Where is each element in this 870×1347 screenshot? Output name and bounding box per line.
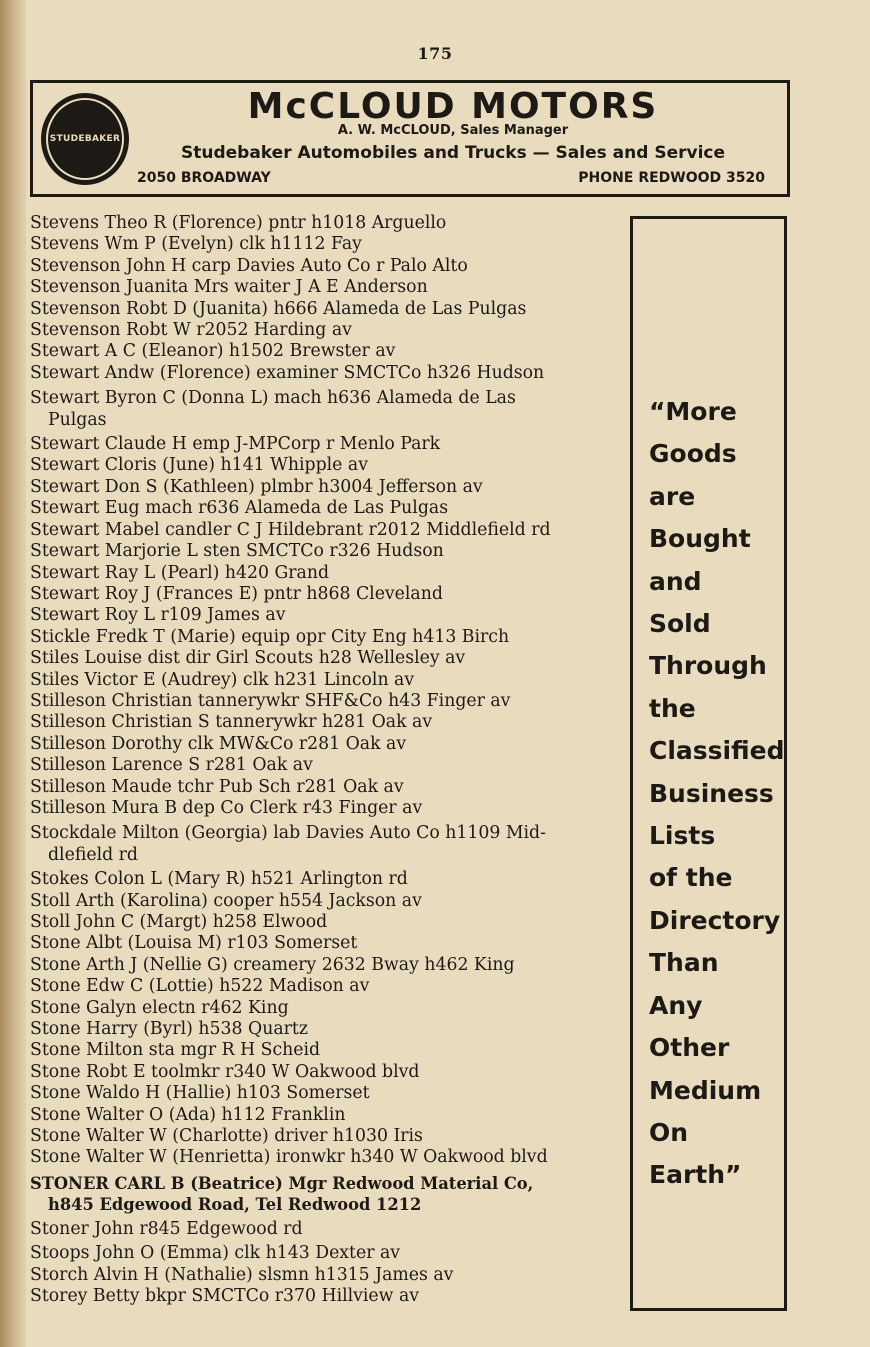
directory-entry-text: Stoops John O (Emma) clk h143 Dexter av — [30, 1243, 401, 1264]
directory-entry-text: Stevenson Robt W r2052 Harding av — [30, 320, 352, 341]
directory-entry-text: Stewart Ray L (Pearl) h420 Grand — [30, 562, 330, 583]
ad-tagline: Studebaker Automobiles and Trucks — Sales and Service — [181, 143, 725, 163]
directory-entry-text: Stilleson Larence S r281 Oak av — [30, 755, 313, 776]
directory-entry — [30, 341, 626, 362]
slogan-line: Classified — [649, 736, 785, 766]
directory-entry-text: Stone Harry (Byrl) h538 Quartz — [30, 1019, 308, 1040]
directory-entry — [30, 1286, 626, 1307]
directory-entry — [30, 234, 626, 255]
studebaker-logo-icon — [41, 93, 129, 185]
slogan-line: Business — [649, 778, 774, 808]
directory-entry-text: Stone Milton sta mgr R H Scheid — [30, 1040, 321, 1061]
ad-phone: PHONE REDWOOD 3520 — [578, 170, 765, 186]
slogan-line: Other — [649, 1033, 730, 1063]
directory-entry — [30, 998, 626, 1019]
directory-entry-text: Stone Walter W (Charlotte) driver h1030 Iris — [30, 1126, 423, 1147]
directory-entry — [30, 605, 626, 626]
classified-promo-box — [630, 216, 787, 1311]
slogan-line: Directory — [649, 905, 781, 935]
directory-entry-text: Stewart Marjorie L sten SMCTCo r326 Hudson — [30, 541, 444, 562]
directory-entry-continuation: dlefield rd — [48, 844, 138, 865]
directory-entry — [30, 1062, 626, 1083]
directory-entry — [30, 627, 626, 648]
directory-entry — [30, 455, 626, 476]
directory-entry — [30, 1083, 626, 1104]
slogan-line: of the — [649, 863, 733, 893]
directory-entry-text: Stilleson Mura B dep Co Clerk r43 Finger av — [30, 797, 423, 818]
directory-entry — [30, 541, 626, 562]
directory-entry-text: Stewart Andw (Florence) examiner SMCTCo h326 Hudson — [30, 362, 545, 383]
directory-entry — [30, 869, 626, 890]
slogan-line: and — [649, 566, 702, 596]
directory-entry — [30, 498, 626, 519]
page-number: 175 — [417, 44, 453, 63]
directory-entry-text: Stoll Arth (Karolina) cooper h554 Jackson av — [30, 890, 422, 911]
directory-entry — [30, 1265, 626, 1286]
classified-promo-slogan — [633, 391, 784, 1197]
directory-entry-text: Stilleson Christian S tannerywkr h281 Oak av — [30, 712, 433, 733]
slogan-line: Any — [649, 990, 703, 1020]
slogan-line: Earth” — [649, 1160, 742, 1190]
directory-entry — [30, 648, 626, 669]
directory-entry-text: Stickle Fredk T (Marie) equip opr City Eng h413 Birch — [30, 626, 510, 647]
slogan-line: Than — [649, 948, 719, 978]
directory-entry-text: Stoll John C (Margt) h258 Elwood — [30, 912, 328, 932]
slogan-line: the — [649, 693, 696, 723]
directory-entry — [30, 933, 626, 954]
directory-entry — [30, 1126, 626, 1147]
directory-entry — [30, 299, 626, 320]
ad-address: 2050 BROADWAY — [137, 170, 271, 186]
mccloud-motors-advertisement — [30, 80, 790, 197]
slogan-line: Lists — [649, 821, 716, 851]
directory-entry — [30, 712, 626, 733]
directory-entry-text: Stilleson Dorothy clk MW&Co r281 Oak av — [30, 733, 407, 754]
slogan-line: Sold — [649, 609, 711, 639]
directory-entry — [30, 1219, 626, 1240]
directory-entry — [30, 976, 626, 997]
directory-entry-text: Stone Robt E toolmkr r340 W Oakwood blvd — [30, 1061, 420, 1082]
directory-entry — [30, 363, 626, 384]
directory-entry-text: Stone Galyn electn r462 King — [30, 997, 289, 1018]
directory-entry — [30, 434, 626, 455]
directory-entry-text: Stiles Louise dist dir Girl Scouts h28 Wellesley av — [30, 648, 466, 669]
directory-entry-text: Stiles Victor E (Audrey) clk h231 Lincoln av — [30, 669, 415, 690]
directory-entry-text: Stone Edw C (Lottie) h522 Madison av — [30, 976, 370, 997]
slogan-line: Medium — [649, 1075, 762, 1105]
directory-entry-text: Stewart Byron C (Donna L) mach h636 Alameda de Las — [30, 388, 516, 409]
directory-entry-text: STONER CARL B (Beatrice) Mgr Redwood Material Co, — [30, 1173, 534, 1193]
directory-entry — [30, 691, 626, 712]
directory-entry-text: Stokes Colon L (Mary R) h521 Arlington rd — [30, 869, 408, 890]
slogan-line: are — [649, 481, 696, 511]
directory-entry-text: Stewart Eug mach r636 Alameda de Las Pulgas — [30, 498, 449, 519]
directory-entry-text: Stevenson John H carp Davies Auto Co r Palo Alto — [30, 255, 468, 276]
directory-entry-text: Storch Alvin H (Nathalie) slsmn h1315 James av — [30, 1264, 454, 1285]
directory-entry — [30, 563, 626, 584]
directory-entry-text: Stevenson Robt D (Juanita) h666 Alameda de Las Pulgas — [30, 298, 527, 319]
directory-entry-text: Stewart Claude H emp J-MPCorp r Menlo Park — [30, 434, 441, 455]
directory-entry — [30, 388, 626, 431]
directory-entry-text: Stevenson Juanita Mrs waiter J A E Anderson — [30, 277, 428, 298]
directory-entry — [30, 755, 626, 776]
directory-entry — [30, 213, 626, 234]
studebaker-logo-text: STUDEBAKER — [49, 134, 121, 144]
directory-entry — [30, 670, 626, 691]
slogan-line: On — [649, 1117, 689, 1147]
directory-entry — [30, 520, 626, 541]
slogan-line: “More — [649, 397, 737, 426]
slogan-line: Bought — [649, 524, 751, 554]
directory-entry-text: Stoner John r845 Edgewood rd — [30, 1218, 303, 1239]
directory-entry — [30, 1173, 626, 1216]
directory-entry-text: Stone Arth J (Nellie G) creamery 2632 Bway h462 King — [30, 954, 515, 975]
ad-manager: A. W. McCLOUD, Sales Manager — [337, 123, 569, 138]
directory-entry-text: Stevens Wm P (Evelyn) clk h1112 Fay — [30, 234, 362, 255]
directory-entry-text: Stewart Don S (Kathleen) plmbr h3004 Jefferson av — [30, 476, 483, 497]
directory-entry — [30, 955, 626, 976]
directory-entry — [30, 777, 626, 798]
page-gutter-shadow — [0, 0, 26, 1347]
directory-entry — [30, 1243, 626, 1264]
directory-entry-text: Stone Waldo H (Hallie) h103 Somerset — [30, 1083, 370, 1104]
directory-entry — [30, 798, 626, 819]
directory-entry — [30, 1147, 626, 1168]
directory-entry-text: Stilleson Maude tchr Pub Sch r281 Oak av — [30, 776, 404, 797]
directory-entry — [30, 734, 626, 755]
directory-entry-text: Stockdale Milton (Georgia) lab Davies Auto Co h1109 Mid- — [30, 823, 546, 844]
directory-entry-text: Stone Walter O (Ada) h112 Franklin — [30, 1104, 346, 1125]
directory-listings — [30, 213, 626, 1307]
directory-entry — [30, 477, 626, 498]
directory-entry — [30, 584, 626, 605]
directory-entry-text: Stewart Mabel candler C J Hildebrant r2012 Middlefield rd — [30, 519, 551, 540]
directory-entry — [30, 256, 626, 277]
directory-entry — [30, 1019, 626, 1040]
directory-entry-text: Stewart Roy L r109 James av — [30, 605, 286, 626]
directory-entry — [30, 912, 626, 933]
directory-entry-text: Storey Betty bkpr SMCTCo r370 Hillview av — [30, 1285, 420, 1306]
directory-entry-text: Stewart A C (Eleanor) h1502 Brewster av — [30, 341, 396, 362]
directory-entry-text: Stilleson Christian tannerywkr SHF&Co h43 Finger av — [30, 690, 511, 711]
directory-entry-text: Stewart Roy J (Frances E) pntr h868 Cleveland — [30, 583, 443, 604]
directory-entry-text: Stevens Theo R (Florence) pntr h1018 Arguello — [30, 213, 447, 233]
slogan-line: Goods — [649, 439, 737, 469]
directory-entry-continuation: h845 Edgewood Road, Tel Redwood 1212 — [48, 1195, 422, 1215]
directory-entry — [30, 1040, 626, 1061]
directory-entry — [30, 320, 626, 341]
directory-entry — [30, 823, 626, 866]
directory-entry-text: Stone Walter W (Henrietta) ironwkr h340 W Oakwood blvd — [30, 1147, 548, 1168]
directory-entry-text: Stewart Cloris (June) h141 Whipple av — [30, 455, 368, 476]
directory-entry — [30, 1105, 626, 1126]
directory-entry-continuation: Pulgas — [48, 409, 107, 430]
slogan-line: Through — [649, 651, 767, 681]
ad-title: McCLOUD MOTORS — [247, 86, 659, 127]
directory-entry-text: Stone Albt (Louisa M) r103 Somerset — [30, 933, 358, 954]
studebaker-logo-ring — [46, 98, 124, 180]
directory-entry — [30, 891, 626, 912]
directory-entry — [30, 277, 626, 298]
